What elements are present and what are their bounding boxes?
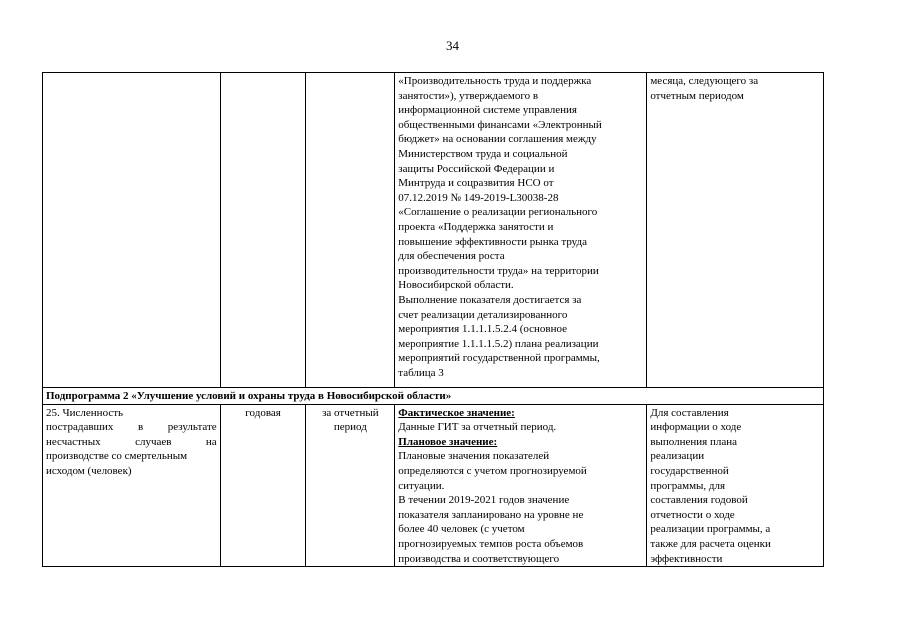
fact-text: Данные ГИТ за отчетный период. xyxy=(398,421,557,434)
text-line: несчастных случаев на xyxy=(46,435,217,448)
fact-heading: Фактическое значение: xyxy=(398,406,515,419)
text-line: мероприятие 1.1.1.1.5.2) плана реализации xyxy=(398,337,599,350)
text-line: Минтруда и соцразвития НСО от xyxy=(398,177,554,190)
text-line: 25. Численность xyxy=(46,406,124,419)
text-line: мероприятия 1.1.1.1.5.2.4 (основное xyxy=(398,323,567,336)
text-line: Для составления xyxy=(650,406,729,419)
text-line: проекта «Поддержка занятости и xyxy=(398,220,554,233)
text-line: показателя запланировано на уровне не xyxy=(398,508,584,521)
text-line: производстве со смертельным xyxy=(46,450,188,463)
text-line: защиты Российской Федерации и xyxy=(398,162,555,175)
page-number: 34 xyxy=(446,38,459,53)
text-line: Выполнение показателя достигается за xyxy=(398,293,582,306)
text-line: составления годовой xyxy=(650,494,748,507)
text-line: для обеспечения роста xyxy=(398,250,505,263)
text-line: мероприятий государственной программы, xyxy=(398,352,600,365)
plan-heading: Плановое значение: xyxy=(398,435,498,448)
text-line: «Соглашение о реализации регионального xyxy=(398,206,598,219)
text-line: производительности труда» на территории xyxy=(398,264,599,277)
cell-indicator xyxy=(43,73,221,388)
text-line: реализации xyxy=(650,450,705,463)
text-line: «Производительность труда и поддержка xyxy=(398,75,592,87)
text-line: период xyxy=(333,421,367,434)
plan-text xyxy=(398,449,643,566)
text-line: отчетности о ходе xyxy=(650,508,735,521)
text-line: прогнозируемых темпов роста объемов xyxy=(398,537,584,550)
text-line: 07.12.2019 № 149-2019-L30038-28 xyxy=(398,191,559,204)
text-line: также для расчета оценки xyxy=(650,537,771,550)
text-line: реализации программы, а xyxy=(650,523,771,536)
cell-period xyxy=(306,404,395,567)
section-row xyxy=(43,388,824,405)
text-line: отчетным периодом xyxy=(650,89,744,102)
cell-periodicity xyxy=(220,73,306,388)
cell-method xyxy=(395,73,647,388)
text-line: производства и соответствующего xyxy=(398,552,560,565)
text-line: общественными финансами «Электронный xyxy=(398,118,602,131)
cell-indicator xyxy=(43,404,221,567)
text-line: таблица 3 xyxy=(398,366,444,379)
text-line: за отчетный xyxy=(322,406,379,419)
text-line: эффективности xyxy=(650,552,723,565)
text-line: Новосибирской области. xyxy=(398,279,514,292)
indicators-table xyxy=(42,72,824,567)
text-line: информации о ходе xyxy=(650,421,742,434)
text-line: В течении 2019-2021 годов значение xyxy=(398,494,570,507)
subprogram-title: Подпрограмма 2 «Улучшение условий и охраны труда в Новосибирской области» xyxy=(43,388,824,405)
text-line: пострадавших в результате xyxy=(46,421,217,434)
table-row xyxy=(43,404,824,567)
text-line: счет реализации детализированного xyxy=(398,308,568,321)
text-line: Министерством труда и социальной xyxy=(398,147,568,160)
text-line: государственной xyxy=(650,464,729,477)
text-line: Плановые значения показателей xyxy=(398,450,550,463)
text-line: исходом (человек) xyxy=(46,464,132,477)
text-line: бюджет» на основании соглашения между xyxy=(398,133,597,146)
text-line: информационной системе управления xyxy=(398,104,577,117)
text-line: более 40 человек (с учетом xyxy=(398,523,525,536)
table-row xyxy=(43,73,824,388)
text-line: выполнения плана xyxy=(650,435,738,448)
text-line: месяца, следующего за xyxy=(650,75,759,87)
text-line: определяются с учетом прогнозируемой xyxy=(398,464,587,477)
text-line: повышение эффективности рынка труда xyxy=(398,235,587,248)
cell-period xyxy=(306,73,395,388)
cell-purpose xyxy=(647,73,824,388)
cell-purpose xyxy=(647,404,824,567)
cell-method xyxy=(395,404,647,567)
text-line: занятости»), утверждаемого в xyxy=(398,89,539,102)
cell-periodicity: годовая xyxy=(220,404,306,567)
text-line: ситуации. xyxy=(398,479,445,492)
text-line: программы, для xyxy=(650,479,726,492)
